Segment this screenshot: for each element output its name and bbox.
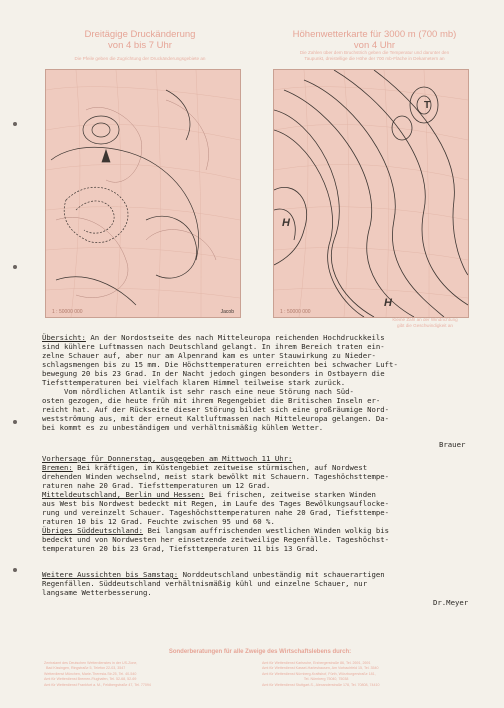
mitteldeutschland-label: Mitteldeutschland, Berlin und Hessen: bbox=[42, 490, 205, 500]
punch-hole bbox=[13, 420, 17, 424]
overview-section: Übersicht: An der Nordostseite des nach Mitteleuropa reichenden Hochdruckkeils sind kühlere Luftmassen nach Deutschland gelangt. In ihrem Bereich traten ein- zelne Schauer auf, aber nur am Alpenrand kam es unter Stauwirkung zu Nieder- schlagsmengen bis zu 15 mm. Die Höchsttemperaturen erreichten bei schwacher Luft- bewegung 20 bis 23 Grad. In der Nacht jedoch gingen besonders in Ostbayern die Tiefsttemperaturen bei vielfach klarem Himmel teilweise stark zurück. Vom nördlichen Atlantik ist sehr rasch eine neue Störung nach Süd- osten gezogen, die heute früh mit ihrem Regengebiet die Britischen Inseln er- reicht hat. Auf der Rückseite dieser Störung bildet sich eine großräumige Nord- westströmung aus, mit der erneut Kaltluftmassen nach Mitteleuropa gelangen. Da- bei kommt es zu unbeständigem und verhältnismäßig kühlem Wetter. bbox=[42, 333, 398, 433]
high-pressure-marker: H bbox=[282, 217, 290, 229]
right-map-title: Höhenwetterkarte für 3000 m (700 mb) von 4 Uhr bbox=[292, 29, 457, 51]
punch-hole bbox=[13, 122, 17, 126]
high-pressure-marker: H bbox=[384, 297, 392, 309]
left-map-title: Dreitägige Druckänderung von 4 bis 7 Uhr bbox=[84, 29, 196, 51]
left-map-scale: 1 : 50000 000 bbox=[52, 309, 83, 315]
left-map-corner-label: Jacob bbox=[220, 309, 234, 315]
footer bbox=[40, 649, 480, 705]
outlook-label: Weitere Aussichten bis Samstag: bbox=[42, 570, 179, 579]
bremen-label: Bremen: bbox=[42, 463, 73, 473]
sueddeutschland-label: Übriges Süddeutschland: bbox=[42, 526, 144, 536]
overview-label: Übersicht: bbox=[42, 333, 86, 342]
upper-air-map-graphic bbox=[274, 70, 468, 317]
punch-hole bbox=[13, 568, 17, 572]
right-map-scale: 1 : 50000 000 bbox=[280, 309, 311, 315]
upper-air-map bbox=[273, 69, 469, 318]
left-map-note: Die Pfeile geben die Zugrichtung der Druckänderungsgebiete an bbox=[74, 56, 206, 61]
right-map-legend: Kleine Zahl an der Windrichtung gibt die Geschwindigkeit an bbox=[392, 317, 458, 328]
footer-right-column: Amt für Wetterdienst Karlsruhe, Erzbergerstraße 86, Tel. 2691, 2691 Amt für Wetterdienst Kassel-Harleshausen, Am Vorbachfeld 15, Tel. 3540 Amt für Wetterdienst Nürnberg-Kraftshof, Fürth, Würzburgerstraße 181, Tel. Nürnberg 75040, 75038 Amt für Wetterdienst Stuttgart-S., Alexanderstraße 178, Tel. 70808, 74410 bbox=[262, 661, 380, 687]
pressure-change-map bbox=[45, 69, 241, 318]
pressure-change-map-graphic bbox=[46, 70, 240, 317]
right-map-note: Die Zahlen über dem Bruchstrich geben die Temperatur und darunter den Taupunkt, dreistellige die Höhe der 700 mb-Fläche in Dekametern an bbox=[299, 50, 450, 61]
forecast-heading: Vorhersage für Donnerstag, ausgegeben am Mittwoch 11 Uhr: bbox=[42, 454, 293, 463]
forecast-section: Vorhersage für Donnerstag, ausgegeben am Mittwoch 11 Uhr: Bremen: Bei kräftigen, im Küstengebiet zeitweise stürmischen, auf Nordwest drehenden Winden wechselnd, meist stark bewölkt mit Schauern. Tageshöchsttempe- raturen nahe 20 Grad. Tiefsttemperaturen um 12 Grad. Mitteldeutschland, Berlin und Hessen: Bei frischen, zeitweise starken Winden aus West bis Nordwest bedeckt mit Regen, im Laufe des Tages Bewölkungsauflocke- rung und vereinzelt Schauer. Tageshöchsttemperaturen nahe 20 Grad, Tiefsttempe- raturen 10 bis 12 Grad. Feuchte zwischen 95 und 60 %. Übriges Süddeutschland: Bei langsam auffrischenden westlichen Winden wolkig bis bedeckt und von Nordwesten her einsetzende zeitweilige Regenfälle. Tageshöchst- temperaturen 20 bis 23 Grad, Tiefsttemperaturen 11 bis 13 Grad. bbox=[42, 454, 390, 554]
outlook-section: Weitere Aussichten bis Samstag: Norddeutschland unbeständig mit schauerartigen Regenfällen. Süddeutschland verhältnismäßig kühl und einzelne Schauer, nur langsame Wetterbesserung. bbox=[42, 570, 385, 598]
footer-left-column: Zentralamt des Deutschen Wetterdienstes in der US-Zone, Bad Kissingen, Ringstraße 5, Telefon 22-03, 3547 Wetterdienst München, Marie-Theresia-Str.25, Tel. 40-540 Amt für Wetterdienst Bremen-Flughafen, Tel. 52-68, 52-69 Amt für Wetterdienst Frankfurt a. M., Feldbergstraße 47, Tel. 77094 bbox=[44, 661, 151, 687]
signature-meyer: Dr.Meyer bbox=[433, 598, 469, 607]
punch-hole bbox=[13, 265, 17, 269]
footer-heading: Sonderberatungen für alle Zweige des Wirtschaftslebens durch: bbox=[168, 649, 352, 655]
low-pressure-marker: T bbox=[424, 100, 431, 111]
signature-brauer: Brauer bbox=[439, 440, 466, 449]
